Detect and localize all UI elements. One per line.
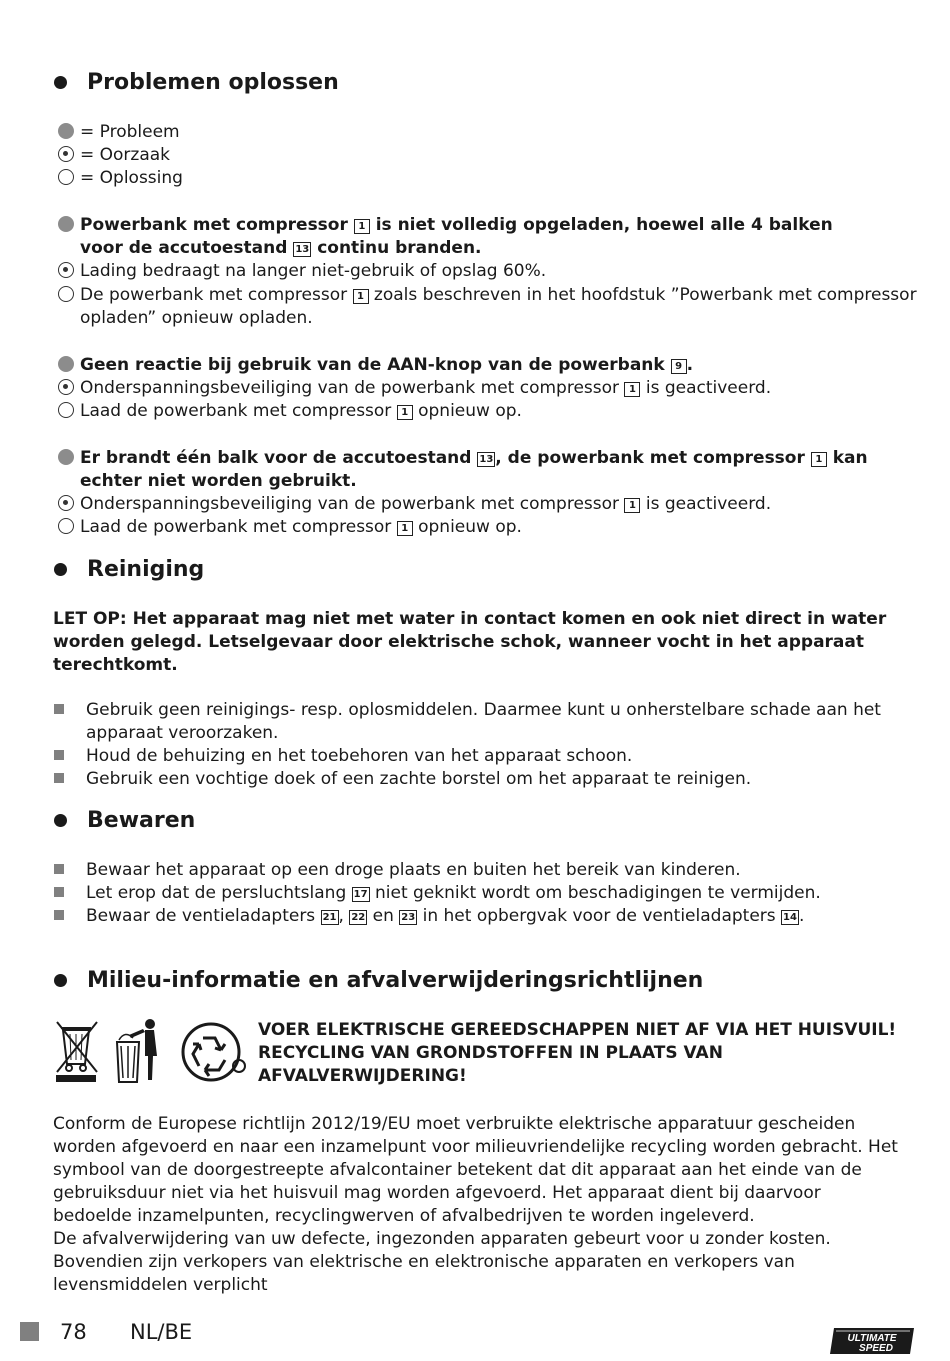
problem-icon bbox=[58, 449, 74, 465]
ref-number: 1 bbox=[624, 498, 640, 513]
heading-environment bbox=[54, 968, 703, 993]
logo-text-1: ULTIMATE bbox=[847, 1333, 897, 1344]
problem-3-cause: Onderspanningsbeveiliging van de powerbank met compressor 1 is geactiveerd. bbox=[58, 493, 771, 516]
solution-icon bbox=[58, 518, 74, 534]
brand-logo bbox=[828, 1326, 916, 1356]
heading-text: Bewaren bbox=[87, 808, 196, 833]
problem-3-line-2: echter niet worden gebruikt. bbox=[80, 471, 357, 491]
cause-icon bbox=[58, 262, 74, 278]
ref-number: 23 bbox=[401, 912, 416, 923]
problem-icon bbox=[58, 356, 74, 372]
ref-number: 1 bbox=[397, 521, 413, 536]
square-bullet-icon bbox=[54, 773, 64, 783]
solution-icon bbox=[58, 286, 74, 302]
language-code: NL/BE bbox=[130, 1320, 193, 1344]
heading-cleaning bbox=[54, 557, 204, 582]
ref-number: 1 bbox=[811, 452, 827, 467]
environment-paragraph-1: Conform de Europese richtlijn 2012/19/EU moet verbruikte elektrische apparatuur gescheiden worden afgevoerd en naar een inzamelpunt voor milieuvriendelijke recycling worden gebracht. Het symbool van de doorgestreepte afvalcontainer betekent dat dit apparaat aan het einde van de gebruiksduur niet via het huisvuil mag worden afgevoerd. Het apparaat dient bij daarvoor bedoelde inzamelpunten, recyclingwerven of afvalbedrijven te worden ingeleverd. bbox=[53, 1114, 898, 1226]
bin-underline-icon bbox=[56, 1075, 96, 1082]
cleaning-bullet-1-cont: apparaat veroorzaken. bbox=[86, 723, 279, 743]
solution-icon bbox=[58, 402, 74, 418]
problem-1-solution-cont: opladen” opnieuw opladen. bbox=[80, 308, 313, 328]
cleaning-bullet-3: Gebruik een vochtige doek of een zachte borstel om het apparaat te reinigen. bbox=[54, 768, 751, 791]
environment-warning: VOER ELEKTRISCHE GEREEDSCHAPPEN NIET AF VIA HET HUISVUIL! RECYCLING VAN GRONDSTOFFEN IN PLAATS VAN AFVALVERWIJDERING! bbox=[258, 1020, 897, 1086]
problem-1-line-1: Powerbank met compressor 1 is niet volledig opgeladen, hoewel alle 4 balken bbox=[58, 214, 833, 237]
heading-text: Milieu-informatie en afvalverwijderingsrichtlijnen bbox=[87, 968, 704, 993]
heading-text: Reiniging bbox=[87, 557, 205, 582]
ref-number: 13 bbox=[479, 454, 494, 465]
square-bullet-icon bbox=[54, 704, 64, 714]
problem-1-line-2: voor de accutoestand 13 continu branden. bbox=[80, 238, 482, 258]
heading-bullet-icon bbox=[54, 814, 67, 827]
heading-text: Problemen oplossen bbox=[87, 70, 339, 95]
problem-2-line-1: Geen reactie bij gebruik van de AAN-knop van de powerbank 9 . bbox=[58, 354, 693, 377]
square-bullet-icon bbox=[54, 864, 64, 874]
disposal-icons bbox=[53, 1016, 248, 1086]
footer-square-icon bbox=[20, 1322, 39, 1341]
storage-bullet-1: Bewaar het apparaat op een droge plaats en buiten het bereik van kinderen. bbox=[54, 859, 741, 882]
ref-number: 14 bbox=[783, 912, 797, 923]
legend-problem: = Probleem bbox=[58, 121, 180, 144]
problem-icon bbox=[58, 123, 74, 139]
square-bullet-icon bbox=[54, 750, 64, 760]
problem-2-cause: Onderspanningsbeveiliging van de powerbank met compressor 1 is geactiveerd. bbox=[58, 377, 771, 400]
ref-number: 21 bbox=[322, 912, 337, 923]
heading-bullet-icon bbox=[54, 76, 67, 89]
storage-bullet-3: Bewaar de ventieladapters 21 , 22 en 23 in het opbergvak voor de ventieladapters 14 . bbox=[54, 905, 804, 928]
legend-solution: = Oplossing bbox=[58, 167, 183, 190]
ref-number: 1 bbox=[353, 289, 369, 304]
problem-icon bbox=[58, 216, 74, 232]
legend-cause: = Oorzaak bbox=[58, 144, 170, 167]
solution-icon bbox=[58, 169, 74, 185]
square-bullet-icon bbox=[54, 887, 64, 897]
ref-number: 9 bbox=[671, 359, 687, 374]
ref-number: 22 bbox=[351, 912, 366, 923]
tidy-man-icon bbox=[117, 1019, 157, 1082]
cause-icon bbox=[58, 495, 74, 511]
problem-1-cause: Lading bedraagt na langer niet-gebruik of opslag 60%. bbox=[58, 260, 546, 283]
cleaning-bullet-2: Houd de behuizing en het toebehoren van het apparaat schoon. bbox=[54, 745, 632, 768]
problem-3-line-1: Er brandt één balk voor de accutoestand 13 , de powerbank met compressor 1 kan bbox=[58, 447, 868, 470]
problem-2-solution: Laad de powerbank met compressor 1 opnieuw op. bbox=[58, 400, 522, 423]
square-bullet-icon bbox=[54, 910, 64, 920]
heading-bullet-icon bbox=[54, 563, 67, 576]
ref-number: 13 bbox=[295, 244, 310, 255]
storage-bullet-2: Let erop dat de persluchtslang 17 niet geknikt wordt om beschadigingen te vermijden. bbox=[54, 882, 821, 905]
heading-bullet-icon bbox=[54, 974, 67, 987]
page-number: 78 bbox=[60, 1320, 87, 1344]
cause-icon bbox=[58, 146, 74, 162]
crossed-bin-icon bbox=[57, 1022, 97, 1072]
heading-storage bbox=[54, 808, 195, 833]
ref-number: 17 bbox=[353, 889, 368, 900]
logo-text-2: SPEED bbox=[859, 1343, 893, 1354]
ref-number: 1 bbox=[624, 382, 640, 397]
problem-3-solution: Laad de powerbank met compressor 1 opnieuw op. bbox=[58, 516, 522, 539]
heading-troubleshooting bbox=[54, 70, 339, 95]
ref-number: 1 bbox=[354, 219, 370, 234]
cause-icon bbox=[58, 379, 74, 395]
problem-1-solution: De powerbank met compressor 1 zoals beschreven in het hoofdstuk ”Powerbank met compressor bbox=[58, 284, 917, 307]
environment-paragraph-2: De afvalverwijdering van uw defecte, ingezonden apparaten gebeurt voor u zonder kosten. Bovendien zijn verkopers van elektrische en elektronische apparaten en verkopers van levensmiddelen verplicht bbox=[53, 1229, 831, 1295]
cleaning-warning: LET OP: Het apparaat mag niet met water in contact komen en ook niet direct in water worden gelegd. Letselgevaar door elektrische schok, wanneer vocht in het apparaat terechtkomt. bbox=[53, 609, 887, 675]
ref-number: 1 bbox=[397, 405, 413, 420]
recycle-icon bbox=[183, 1024, 245, 1080]
cleaning-bullet-1: Gebruik geen reinigings- resp. oplosmiddelen. Daarmee kunt u onherstelbare schade aan het bbox=[54, 699, 881, 722]
